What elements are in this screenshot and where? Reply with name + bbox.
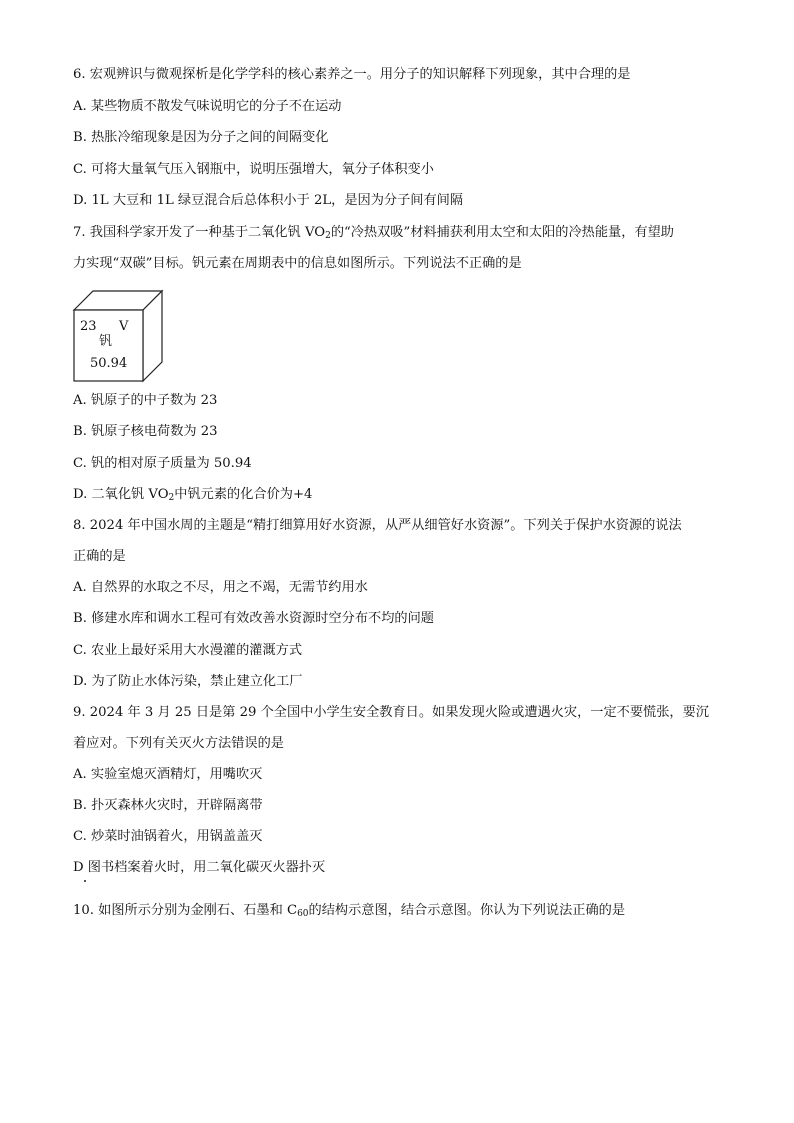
atomic-mass: 50.94 [90, 356, 128, 371]
q8-option-b: B. 修建水库和调水工程可有效改善水资源时空分布不均的问题 [73, 611, 434, 626]
vanadium-element-tile [66, 284, 166, 384]
q6-option-b: B. 热胀冷缩现象是因为分子之间的间隔变化 [73, 130, 329, 145]
q8-stem-line1: 8. 2024 年中国水周的主题是“精打细算用好水资源，从严从细管好水资源”。下列关于保护水资源的说法 [73, 518, 682, 533]
element-symbol: V [119, 319, 129, 334]
q9-option-a: A. 实验室熄灭酒精灯，用嘴吹灭 [73, 767, 263, 782]
q9-stem-line1: 9. 2024 年 3 月 25 日是第 29 个全国中小学生安全教育日。如果发现火险或遭遇火灾，一定不要慌张，要沉 [73, 705, 709, 720]
q7-stem-line2: 力实现“双碳”目标。钒元素在周期表中的信息如图所示。下列说法不正确的是 [73, 256, 522, 271]
element-name: 钒 [99, 334, 113, 349]
q8-option-d: D. 为了防止水体污染，禁止建立化工厂 [73, 674, 303, 689]
q9-option-c: C. 炒菜时油锅着火，用锅盖盖灭 [73, 829, 263, 844]
q7-option-a: A. 钒原子的中子数为 23 [73, 393, 218, 408]
q6-option-c: C. 可将大量氧气压入钢瓶中，说明压强增大，氧分子体积变小 [73, 162, 434, 177]
q10-stem: 10. 如图所示分别为金刚石、石墨和 $C_{60}$的结构示意图，结合示意图。你认为下列说法正确的是 [73, 903, 626, 919]
q9-option-b: B. 扑灭森林火灾时，开辟隔离带 [73, 798, 263, 813]
q9-option-d: D 图书档案着火时，用二氧化碳灭火器扑灭 [73, 860, 326, 875]
stray-dot-mark [84, 880, 86, 882]
q6-option-a: A. 某些物质不散发气味说明它的分子不在运动 [73, 99, 342, 114]
q7-option-b: B. 钒原子核电荷数为 23 [73, 424, 218, 439]
q8-option-c: C. 农业上最好采用大水漫灌的灌溉方式 [73, 643, 303, 658]
q7-option-d: D. 二氧化钒 $VO_2$中钒元素的化合价为+4 [73, 487, 313, 503]
q8-option-a: A. 自然界的水取之不尽，用之不竭，无需节约用水 [73, 580, 368, 595]
q9-stem-line2: 着应对。下列有关灭火方法错误的是 [73, 736, 284, 751]
atomic-number: 23 [80, 319, 97, 334]
q6-option-d: D. 1L 大豆和 1L 绿豆混合后总体积小于 2L，是因为分子间有间隔 [73, 193, 464, 208]
q8-stem-line2: 正确的是 [73, 549, 126, 564]
q7-stem-line1: 7. 我国科学家开发了一种基于二氧化钒 $VO_2$的“冷热双吸”材料捕获利用太空和太阳的冷热能量，有望助 [73, 225, 674, 241]
q7-option-c: C. 钒的相对原子质量为 50.94 [73, 456, 252, 471]
q6-stem: 6. 宏观辨识与微观探析是化学学科的核心素养之一。用分子的知识解释下列现象，其中合理的是 [73, 67, 631, 82]
